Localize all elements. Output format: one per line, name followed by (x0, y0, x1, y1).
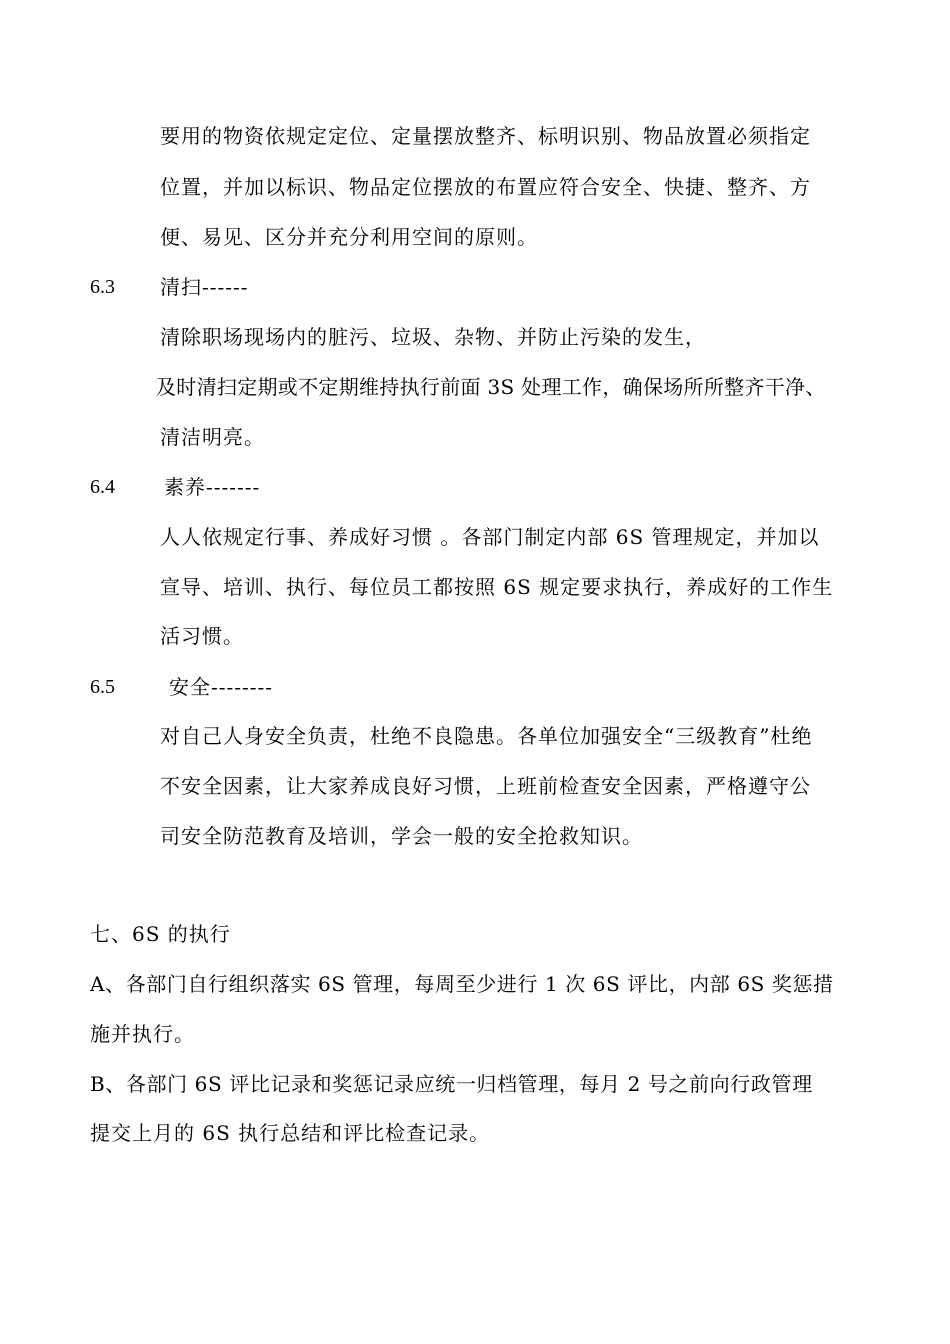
item-a-line-2: 施并执行。 (90, 1022, 195, 1046)
section-title: 安全-------- (169, 675, 274, 699)
section-number: 6.4 (90, 476, 115, 498)
intro-line-3: 便、易见、区分并充分利用空间的原则。 (160, 225, 538, 249)
section-number: 6.3 (90, 276, 115, 298)
item-a-line-1: A、各部门自行组织落实 6S 管理，每周至少进行 1 次 6S 评比，内部 6S 奖惩措 (90, 972, 834, 996)
item-b-line-1: B、各部门 6S 评比记录和奖惩记录应统一归档管理，每月 2 号之前向行政管理 (90, 1072, 813, 1096)
section-line-2: 不安全因素，让大家养成良好习惯，上班前检查安全因素，严格遵守公 (160, 774, 811, 798)
section-line-2: 及时清扫定期或不定期维持执行前面 3S 处理工作，确保场所所整齐干净、 (156, 375, 826, 399)
section-line-1: 清除职场现场内的脏污、垃圾、杂物、并防止污染的发生， (160, 325, 706, 349)
section-title: 清扫------ (160, 275, 249, 299)
section-title: 素养------- (164, 475, 261, 499)
intro-line-1: 要用的物资依规定定位、定量摆放整齐、标明识别、物品放置必须指定 (160, 124, 811, 148)
section-line-3: 司安全防范教育及培训，学会一般的安全抢救知识。 (160, 824, 643, 848)
chapter-heading: 七、6S 的执行 (90, 922, 231, 946)
section-line-3: 活习惯。 (160, 624, 244, 648)
section-line-1: 人人依规定行事、养成好习惯 。各部门制定内部 6S 管理规定，并加以 (160, 525, 820, 549)
section-line-2: 宣导、培训、执行、每位员工都按照 6S 规定要求执行，养成好的工作生 (160, 575, 834, 599)
item-b-line-2: 提交上月的 6S 执行总结和评比检查记录。 (90, 1121, 491, 1145)
section-line-3: 清洁明亮。 (160, 425, 265, 449)
section-number: 6.5 (90, 676, 115, 698)
intro-line-2: 位置，并加以标识、物品定位摆放的布置应符合安全、快捷、整齐、方 (160, 175, 811, 199)
section-line-1: 对自己人身安全负责，杜绝不良隐患。各单位加强安全“三级教育”杜绝 (160, 724, 813, 748)
